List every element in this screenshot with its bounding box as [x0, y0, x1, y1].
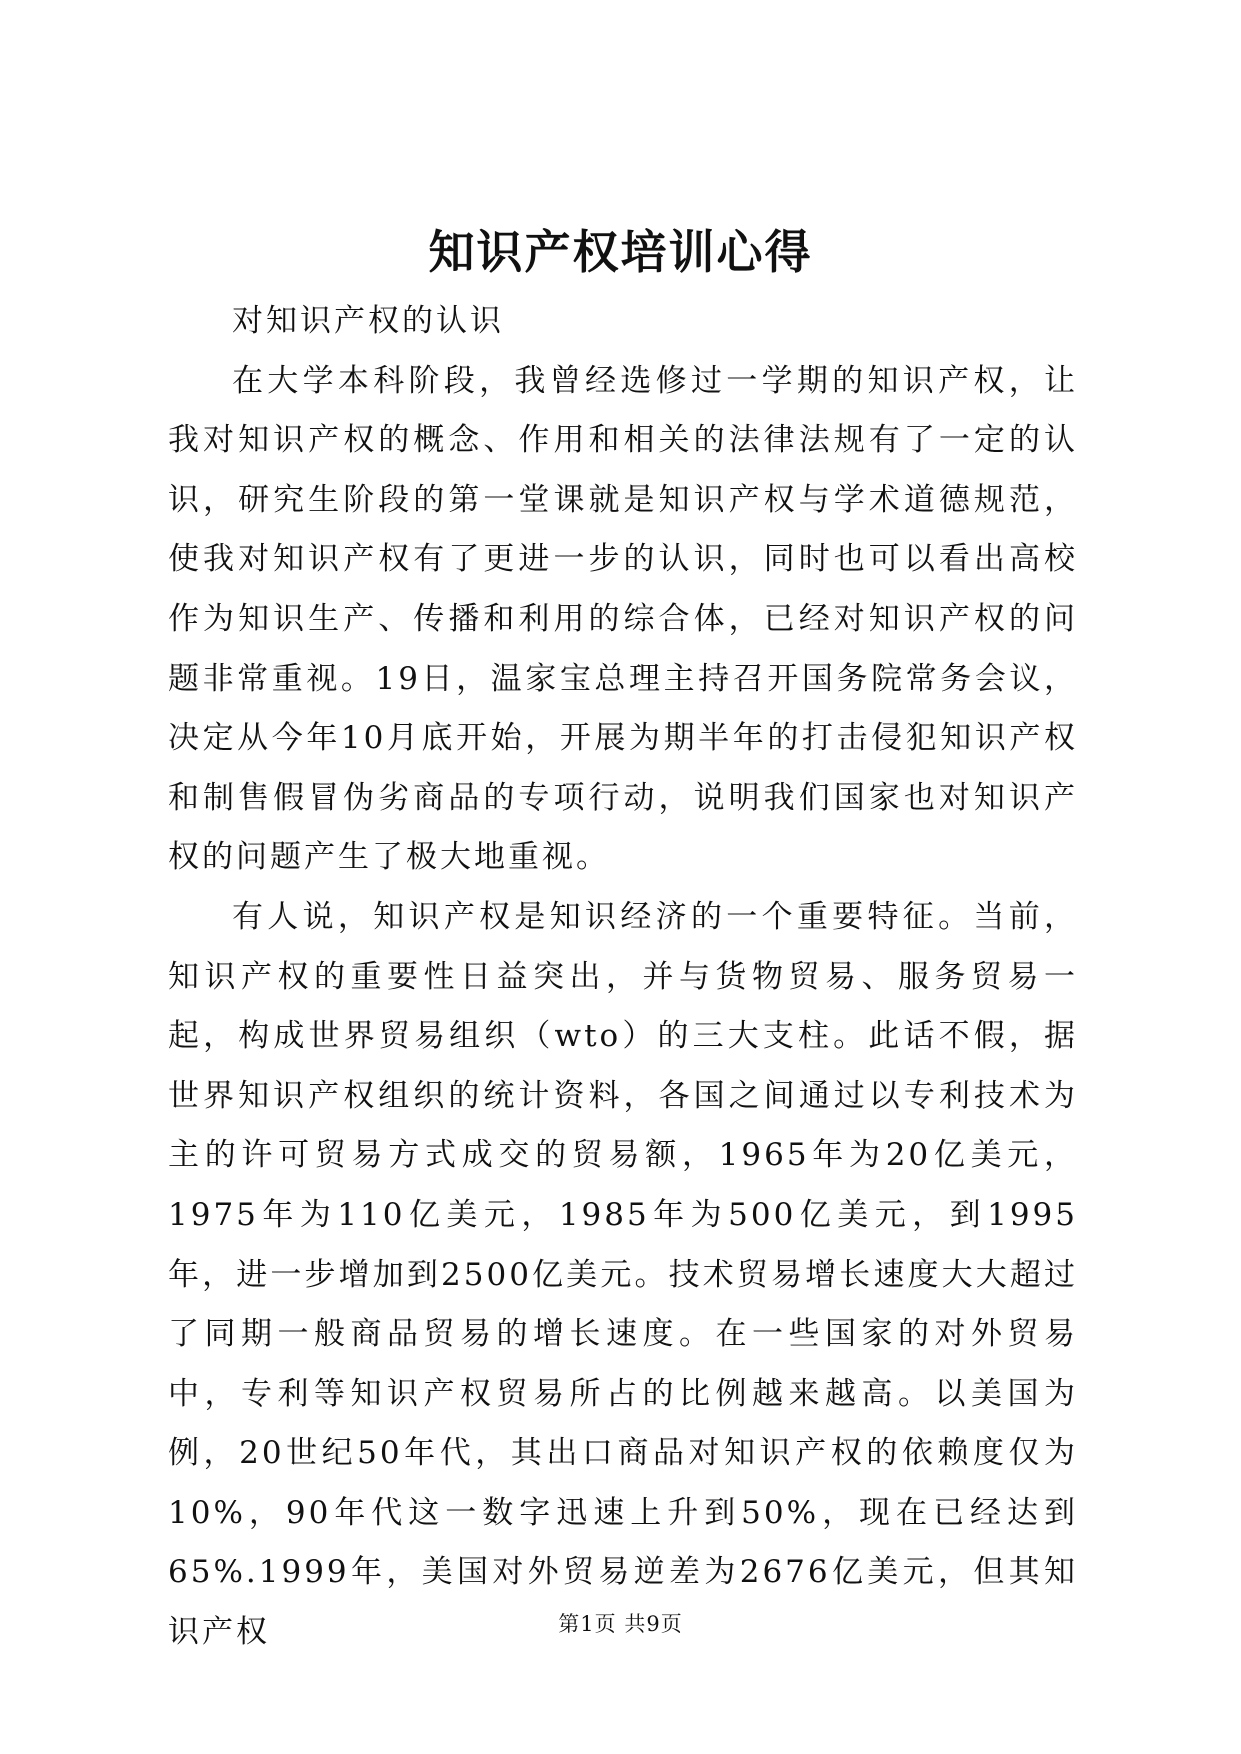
- document-title: 知识产权培训心得: [428, 225, 813, 279]
- paragraph-heading: 对知识产权的认识: [232, 303, 504, 339]
- paragraph: 有人说，知识产权是知识经济的一个重要特征。当前，知识产权的重要性日益突出，并与货物贸易、服务贸易一起，构成世界贸易组织（wto）的三大支柱。此话不假，据世界知识产权组织的统计资料，各国之间通过以专利技术为主的许可贸易方式成交的贸易额，1965年为20亿美元，1975年为110亿美元，1985年为500亿美元，到1995年，进一步增加到2500亿美元。技术贸易增长速度大大超过了同期一般商品贸易的增长速度。在一些国家的对外贸易中，专利等知识产权贸易所占的比例越来越高。以美国为例，20世纪50年代，其出口商品对知识产权的依赖度仅为10%，90年代这一数字迅速上升到50%，现在已经达到65%.1999年，美国对外贸易逆差为2676亿美元，但其知识产权: [168, 898, 1078, 1651]
- document-body: [168, 292, 1078, 1663]
- paragraph: 在大学本科阶段，我曾经选修过一学期的知识产权，让我对知识产权的概念、作用和相关的法律法规有了一定的认识，研究生阶段的第一堂课就是知识产权与学术道德规范，使我对知识产权有了更进一步的认识，同时也可以看出高校作为知识生产、传播和利用的综合体，已经对知识产权的问题非常重视。19日，温家宝总理主持召开国务院常务会议，决定从今年10月底开始，开展为期半年的打击侵犯知识产权和制售假冒伪劣商品的专项行动，说明我们国家也对知识产权的问题产生了极大地重视。: [168, 362, 1078, 876]
- page-number-footer: 第1页 共9页: [558, 1612, 683, 1636]
